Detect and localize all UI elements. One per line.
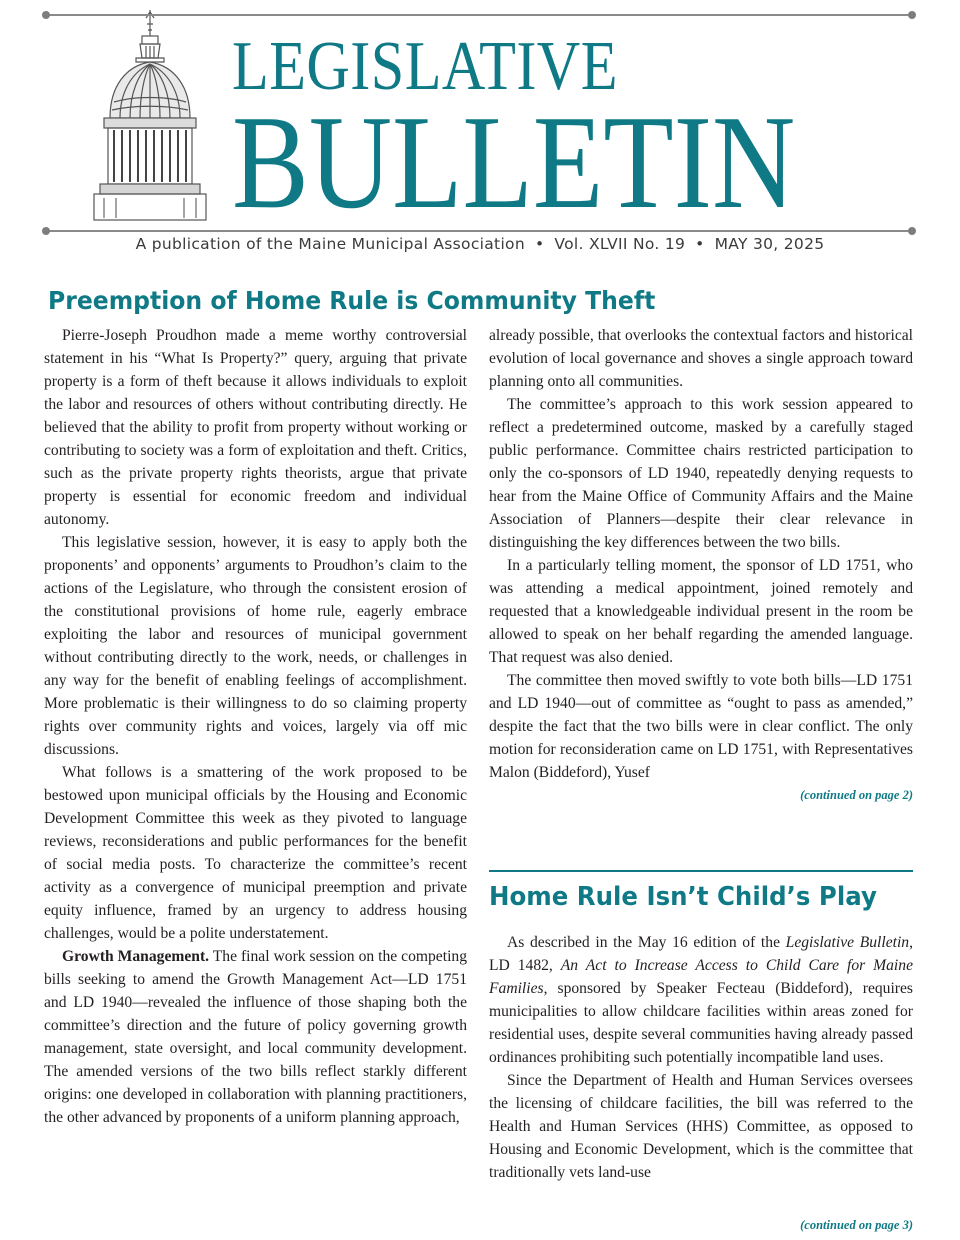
volume: Vol. XLVII No. 19 bbox=[554, 235, 686, 253]
growth-management-text: The final work session on the competing bills seeking to amend the Growth Management Act—LD 1751 and LD 1940—revealed the influence of those shaping both the committee’s direction and the future of policy governing growth management, state oversight, and local community development. The amended versions of the two bills reflect starkly different origins: one developed in collaboration with planning practitioners, the other advanced by proponents of a uniform planning approach, bbox=[44, 948, 467, 1126]
issue-date: MAY 30, 2025 bbox=[714, 235, 825, 253]
article2-paragraph bbox=[489, 931, 913, 1069]
article1-paragraph: What follows is a smattering of the work proposed to be bestowed upon municipal officials by the Housing and Economic Development Committee this week as they pivoted to language reviews, reconsiderations and public performances for the benefit of social media posts. To characterize the committee’s recent activity as a convergence of municipal preemption and private equity influence, framed by an urgency to address housing challenges, would be a polite understatement. bbox=[44, 764, 467, 942]
article2-column bbox=[489, 931, 913, 1184]
article1-growth-paragraph bbox=[44, 945, 467, 1129]
continued-link-page2[interactable]: (continued on page 2) bbox=[800, 788, 913, 802]
continued-link-page3[interactable]: (continued on page 3) bbox=[800, 1218, 913, 1232]
article1-paragraph: In a particularly telling moment, the sponsor of LD 1751, who was attending a medical appointment, joined remotely and requested that a knowledgeable individual present in the room be allowed to speak on her behalf regarding the amended language. That request was also denied. bbox=[489, 557, 913, 666]
article1-column-left bbox=[44, 324, 467, 1129]
article-divider bbox=[489, 870, 913, 872]
publication-title: Legislative Bulletin bbox=[785, 934, 910, 951]
article2-text: , sponsored by Speaker Fecteau (Biddeford), requires municipalities to allow childcare facilities within areas zoned for residential uses, despite several communities having already passed ordinances prohibiting such potentially incompatible land uses. bbox=[489, 980, 913, 1066]
article1-paragraph: Pierre-Joseph Proudhon made a meme worthy controversial statement in his “What Is Property?” query, arguing that private property is a form of theft because it allows individuals to exploit the labor and resources of others without contributing directly. He believed that the ability to profit from property without working or contributing to society was a form of exploitation and theft. Critics, such as the private property rights theorists, argue that private property is essential for economic freedom and individual autonomy. bbox=[44, 327, 467, 528]
masthead bbox=[0, 0, 960, 290]
separator-dot: • bbox=[695, 235, 705, 253]
article1-paragraph: already possible, that overlooks the contextual factors and historical evolution of local governance and shoves a single approach toward planning onto all communities. bbox=[489, 327, 913, 390]
article2-paragraph: Since the Department of Health and Human Services oversees the licensing of childcare facilities, the bill was referred to the Health and Human Services (HHS) Committee, as opposed to Housing and Economic Development, which is the committee that traditionally vets land-use bbox=[489, 1072, 913, 1181]
publication-line bbox=[0, 235, 960, 253]
masthead-title-line1: LEGISLATIVE bbox=[232, 28, 618, 105]
masthead-title-line2: BULLETIN bbox=[232, 88, 796, 236]
article2-headline: Home Rule Isn’t Child’s Play bbox=[489, 882, 877, 912]
article2-text: As described in the May 16 edition of the bbox=[507, 934, 786, 951]
article1-headline: Preemption of Home Rule is Community Theft bbox=[48, 286, 656, 315]
article1-paragraph: The committee’s approach to this work session appeared to reflect a predetermined outcome, masked by a carefully staged public performance. Committee chairs restricted participation to only the co-sponsors of LD 1940, repeatedly denying requests to hear from the Maine Office of Community Affairs and the Maine Association of Planners—despite their clear relevance in distinguishing the key differences between the two bills. bbox=[489, 396, 913, 551]
article1-paragraph: This legislative session, however, it is easy to apply both the proponents’ and opponents’ arguments to Proudhon’s claim to the actions of the Legislature, who through the consistent erosion of the constitutional provisions of home rule, eagerly embrace exploiting the labor and resources of municipal government without contributing directly to the work, needs, or challenges in any way for the benefit of enabling feelings of accomplishment. More problematic is their willingness to do so claiming property rights over community rights and voices, largely via off mic discussions. bbox=[44, 534, 467, 758]
separator-dot: • bbox=[534, 235, 545, 253]
bill-title: An Act to Increase Access to Child Care for Maine Families bbox=[489, 957, 913, 997]
growth-management-label: Growth Management. bbox=[62, 948, 210, 965]
bottom-rule bbox=[46, 230, 912, 232]
article1-paragraph: The committee then moved swiftly to vote both bills—LD 1751 and LD 1940—out of committee as “ought to pass as amended,” despite the fact that the two bills were in clear conflict. The only motion for reconsideration came on LD 1751, with Representatives Malon (Biddeford), Yusef bbox=[489, 672, 913, 781]
article2-text: , LD 1482, bbox=[489, 934, 913, 974]
publisher: A publication of the Maine Municipal Association bbox=[135, 235, 525, 253]
capitol-dome-icon bbox=[86, 6, 214, 224]
article1-column-right bbox=[489, 324, 913, 804]
top-rule bbox=[46, 14, 912, 16]
